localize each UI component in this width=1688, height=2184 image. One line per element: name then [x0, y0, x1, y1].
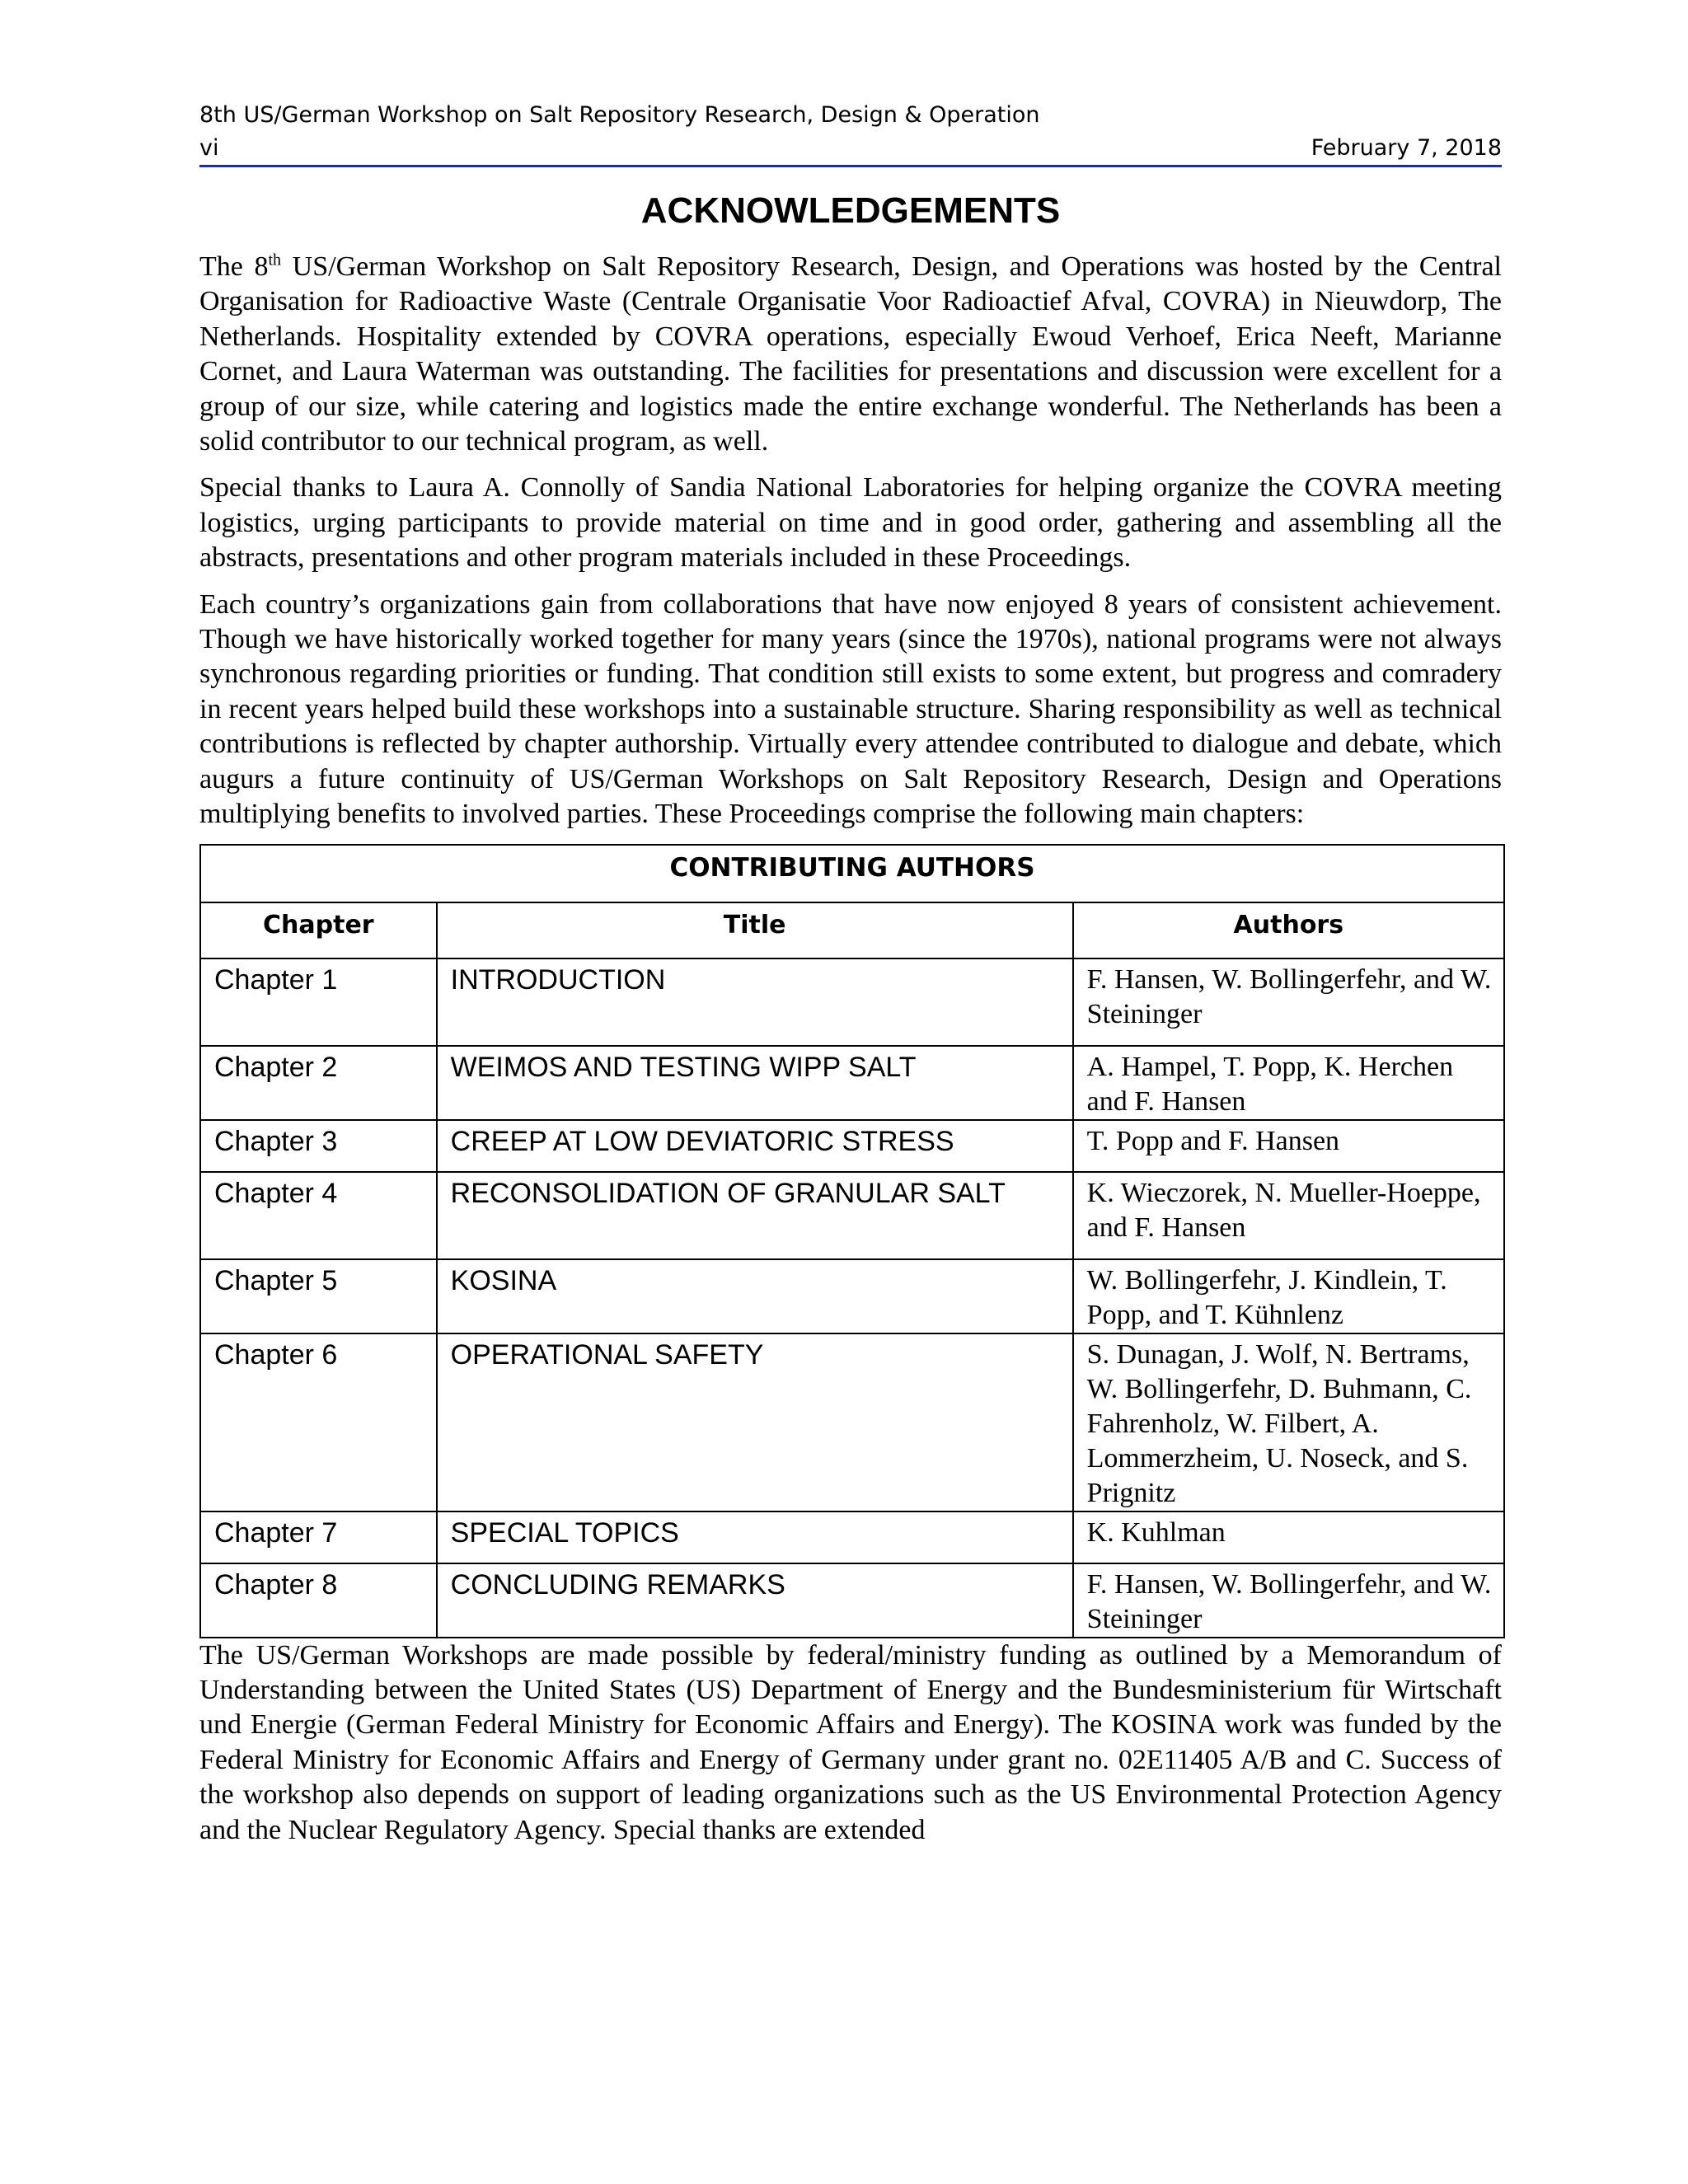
paragraph-hosting-rest: US/German Workshop on Salt Repository Research, Design, and Operations was hosted by the Central Organisation for Radioactive Waste (Centrale Organisatie Voor Radioactief Afval, COVRA) in Nieuwdorp, The Netherlands. Hospitality extended by COVRA operations, especially Ewoud Verhoef, Erica Neeft, Marianne Cornet, and Laura Waterman was outstanding. The facilities for presentations and discussion were excellent for a group of our size, while catering and logistics made the entire exchange wonderful. The Netherlands has been a solid contributor to our technical program, as well. [199, 251, 1502, 457]
cell-title: OPERATIONAL SAFETY [437, 1333, 1073, 1511]
cell-chapter: Chapter 1 [200, 958, 437, 1046]
cell-chapter: Chapter 8 [200, 1563, 437, 1638]
page-title: ACKNOWLEDGEMENTS [640, 190, 1061, 231]
cell-title: RECONSOLIDATION OF GRANULAR SALT [437, 1172, 1073, 1259]
column-header-authors: Authors [1073, 902, 1504, 958]
cell-chapter: Chapter 3 [200, 1120, 437, 1172]
table-row [200, 1120, 1504, 1172]
cell-authors: S. Dunagan, J. Wolf, N. Bertrams, W. Bollingerfehr, D. Buhmann, C. Fahrenholz, W. Filbert, A. Lommerzheim, U. Noseck, and S. Prignitz [1073, 1333, 1504, 1511]
table-row [200, 958, 1504, 1046]
cell-chapter: Chapter 6 [200, 1333, 437, 1511]
cell-authors: K. Kuhlman [1073, 1511, 1504, 1563]
column-header-title: Title [437, 902, 1073, 958]
cell-chapter: Chapter 2 [200, 1046, 437, 1120]
cell-title: SPECIAL TOPICS [437, 1511, 1073, 1563]
running-header-title: 8th US/German Workshop on Salt Repository Research, Design & Operation [199, 102, 1040, 128]
column-header-chapter: Chapter [200, 902, 437, 958]
ordinal-superscript: th [268, 251, 282, 269]
cell-chapter: Chapter 5 [200, 1259, 437, 1333]
paragraph-hosting [199, 250, 1502, 459]
document-page [199, 99, 1502, 1859]
contributing-authors-table [199, 844, 1505, 1638]
cell-authors: K. Wieczorek, N. Mueller-Hoeppe, and F. Hansen [1073, 1172, 1504, 1259]
header-date: February 7, 2018 [1311, 135, 1502, 161]
cell-authors: A. Hampel, T. Popp, K. Herchen and F. Hansen [1073, 1046, 1504, 1120]
cell-authors: W. Bollingerfehr, J. Kindlein, T. Popp, and T. Kühnlenz [1073, 1259, 1504, 1333]
page-number: vi [199, 135, 219, 161]
cell-title: CONCLUDING REMARKS [437, 1563, 1073, 1638]
paragraph-special-thanks: Special thanks to Laura A. Connolly of Sandia National Laboratories for helping organize the COVRA meeting logistics, urging participants to provide material on time and in good order, gathering and assembling all the abstracts, presentations and other program materials included in these Proceedings. [199, 472, 1502, 574]
cell-title: WEIMOS AND TESTING WIPP SALT [437, 1046, 1073, 1120]
paragraph-hosting-start: The 8 [199, 251, 269, 282]
cell-authors: T. Popp and F. Hansen [1073, 1120, 1504, 1172]
paragraph-funding: The US/German Workshops are made possible by federal/ministry funding as outlined by a Memorandum of Understanding between the United States (US) Department of Energy and the Bundesministerium für Wirtschaft und Energie (German Federal Ministry for Economic Affairs and Energy). The KOSINA work was funded by the Federal Ministry for Economic Affairs and Energy of Germany under grant no. 02E11405 A/B and C. Success of the workshop also depends on support of leading organizations such as the US Environmental Protection Agency and the Nuclear Regulatory Agency. Special thanks are extended [199, 1639, 1502, 1845]
table-row [200, 1259, 1504, 1333]
cell-authors: F. Hansen, W. Bollingerfehr, and W. Steininger [1073, 1563, 1504, 1638]
table-caption: CONTRIBUTING AUTHORS [200, 845, 1504, 902]
paragraph-collaboration: Each country’s organizations gain from collaborations that have now enjoyed 8 years of consistent achievement. Though we have historically worked together for many years (since the 1970s), national programs were not always synchronous regarding priorities or funding. That condition still exists to some extent, but progress and comradery in recent years helped build these workshops into a sustainable structure. Sharing responsibility as well as technical contributions is reflected by chapter authorship. Virtually every attendee contributed to dialogue and debate, which augurs a future continuity of US/German Workshops on Salt Repository Research, Design and Operations multiplying benefits to involved parties. These Proceedings comprise the following main chapters: [199, 588, 1502, 830]
table-row [200, 1172, 1504, 1259]
table-row [200, 1333, 1504, 1511]
table-row [200, 1511, 1504, 1563]
cell-title: INTRODUCTION [437, 958, 1073, 1046]
cell-chapter: Chapter 4 [200, 1172, 437, 1259]
cell-chapter: Chapter 7 [200, 1511, 437, 1563]
cell-title: CREEP AT LOW DEVIATORIC STRESS [437, 1120, 1073, 1172]
cell-title: KOSINA [437, 1259, 1073, 1333]
running-header [199, 132, 1502, 167]
table-row [200, 1046, 1504, 1120]
table-row [200, 1563, 1504, 1638]
cell-authors: F. Hansen, W. Bollingerfehr, and W. Steininger [1073, 958, 1504, 1046]
